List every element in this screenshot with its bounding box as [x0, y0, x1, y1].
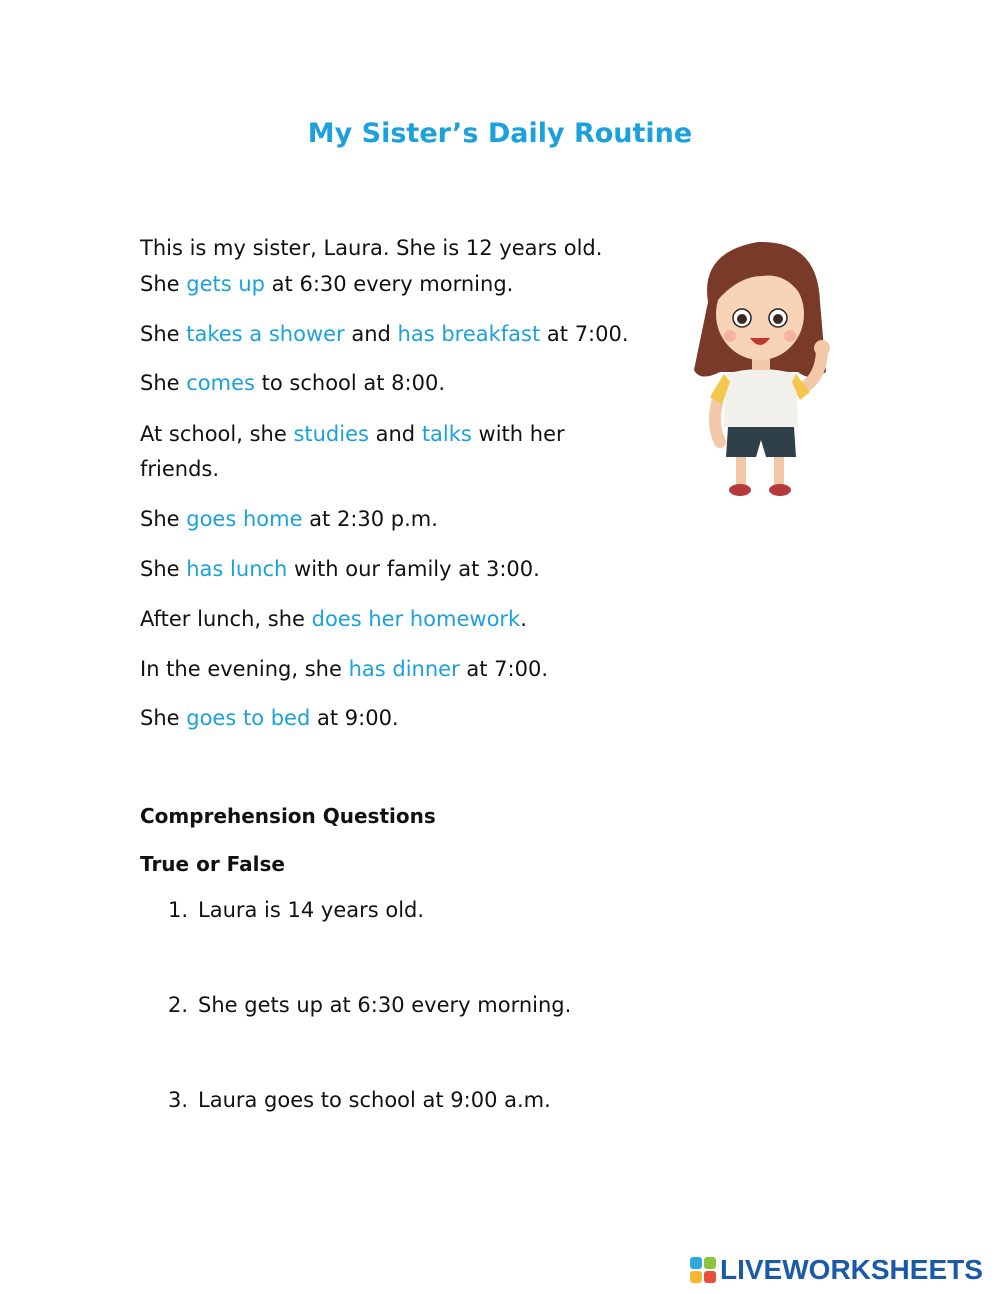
highlight-verb: goes to bed: [186, 706, 311, 730]
question-item: 2. She gets up at 6:30 every morning.: [168, 993, 572, 1017]
text-line-7: She goes home at 2:30 p.m.: [140, 507, 438, 531]
text-line-2: She gets up at 6:30 every morning.: [140, 272, 514, 296]
liveworksheets-logo-icon: [690, 1257, 716, 1283]
liveworksheets-logo: [690, 1254, 983, 1286]
highlight-verb: gets up: [186, 272, 265, 296]
question-item: 1. Laura is 14 years old.: [168, 898, 425, 922]
highlight-verb: has dinner: [348, 657, 460, 681]
text-line-11: She goes to bed at 9:00.: [140, 706, 399, 730]
highlight-verb: comes: [186, 371, 255, 395]
text-line-5: At school, she studies and talks with her: [140, 422, 565, 446]
text-line-1: This is my sister, Laura. She is 12 years old.: [140, 236, 603, 260]
text-line-9: After lunch, she does her homework.: [140, 607, 527, 631]
highlight-verb: talks: [421, 422, 472, 446]
section-subheading: True or False: [140, 852, 285, 876]
highlight-verb: goes home: [186, 507, 303, 531]
section-heading: Comprehension Questions: [140, 804, 436, 828]
logo-text: LIVEWORKSHEETS: [720, 1254, 983, 1285]
highlight-verb: has lunch: [186, 557, 288, 581]
highlight-verb: takes a shower: [186, 322, 345, 346]
text-line-8: She has lunch with our family at 3:00.: [140, 557, 540, 581]
question-item: 3. Laura goes to school at 9:00 a.m.: [168, 1088, 551, 1112]
highlight-verb: has breakfast: [397, 322, 541, 346]
highlight-verb: does her homework: [311, 607, 521, 631]
girl-waving-icon: [680, 232, 840, 502]
text-line-4: She comes to school at 8:00.: [140, 371, 446, 395]
page-title: My Sister’s Daily Routine: [307, 118, 693, 149]
text-line-3: She takes a shower and has breakfast at 7:00.: [140, 322, 629, 346]
highlight-verb: studies: [293, 422, 369, 446]
text-line-10: In the evening, she has dinner at 7:00.: [140, 657, 549, 681]
text-line-6: friends.: [140, 457, 220, 481]
